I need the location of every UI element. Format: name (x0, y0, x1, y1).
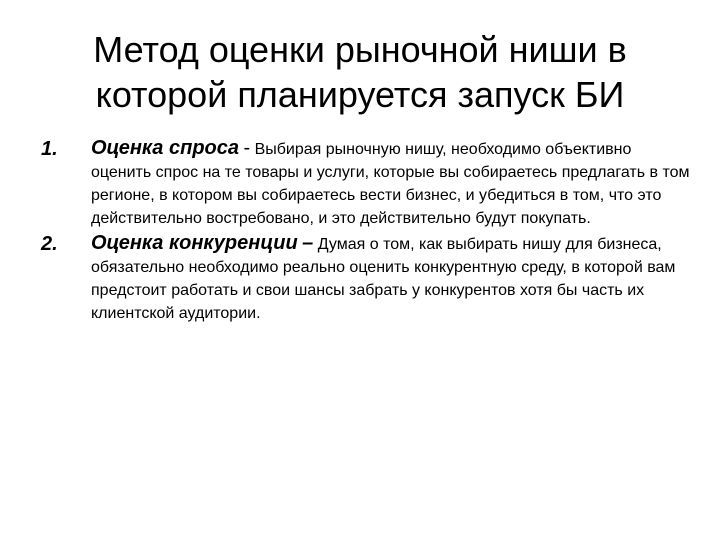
slide-title-line-1: Метод оценки рыночной ниши в (93, 29, 627, 70)
slide-title-line-2: которой планируется запуск БИ (95, 74, 625, 115)
list-item-text: Выбирая рыночную нишу, необходимо объективно оценить спрос на те товары и услуги, которые вы собираетесь предлагать в том регионе, в котором вы собираетесь вести бизнес, и убедиться в том, что это действительно востребовано, и это действительно будут покупать. (91, 141, 690, 227)
list-item-body (91, 232, 691, 325)
list-item-number: 1. (41, 138, 58, 160)
list-item-text: Думая о том, как выбирать нишу для бизнеса, обязательно необходимо реально оценить конкурентную среду, в которой вам предстоит работать и свои шансы забрать у конкурентов хотя бы часть их клиентской аудитории. (91, 236, 676, 322)
list-item-demand (41, 137, 691, 230)
slide-title (20, 27, 700, 117)
list-item-heading: Оценка конкуренции (91, 232, 298, 254)
list-item-separator: - (243, 137, 251, 159)
list-item-separator: – (302, 232, 314, 254)
list-item-body (91, 137, 691, 230)
list-item-competition (41, 232, 691, 325)
list-item-number: 2. (41, 233, 58, 255)
list-item-heading: Оценка спроса (91, 137, 239, 159)
numbered-list (41, 137, 691, 327)
